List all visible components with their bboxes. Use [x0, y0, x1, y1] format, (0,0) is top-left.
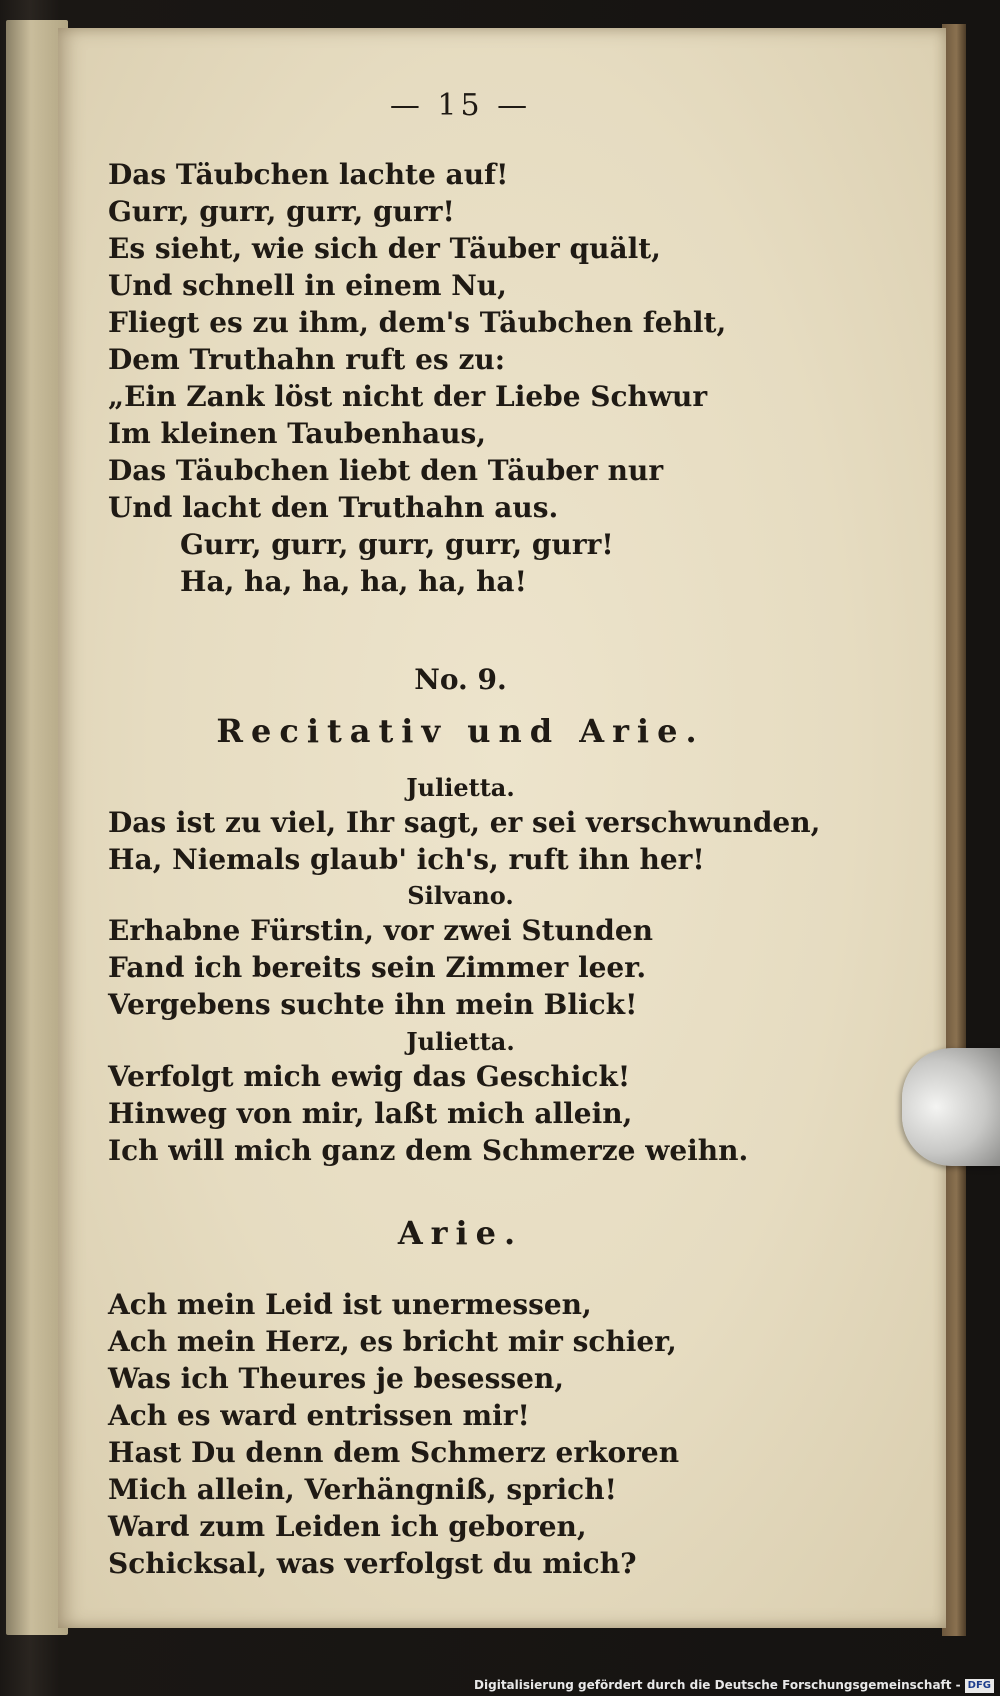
verse-line: Ach mein Herz, es bricht mir schier, [108, 1325, 677, 1358]
verse-line: Fand ich bereits sein Zimmer leer. [108, 951, 647, 984]
verse-line: Ha, Niemals glaub' ich's, ruft ihn her! [108, 843, 705, 876]
verse-line: Das Täubchen liebt den Täuber nur [108, 454, 664, 487]
verse-line: Dem Truthahn ruft es zu: [108, 343, 506, 376]
page-content [108, 86, 928, 1606]
verse-line: Vergebens suchte ihn mein Blick! [108, 988, 638, 1021]
verse-line: Und schnell in einem Nu, [108, 269, 507, 302]
verse-line: Fliegt es zu ihm, dem's Täubchen fehlt, [108, 306, 727, 339]
verse-line: Das Täubchen lachte auf! [108, 158, 509, 191]
verse-line: Erhabne Fürstin, vor zwei Stunden [108, 914, 654, 947]
verse-line: Gurr, gurr, gurr, gurr! [108, 195, 455, 228]
verse-line: Und lacht den Truthahn aus. [108, 491, 559, 524]
speaker-name: Julietta. [406, 1027, 515, 1056]
verse-line: Was ich Theures je besessen, [108, 1362, 565, 1395]
digitization-credit [474, 1675, 994, 1695]
verse-line: Es sieht, wie sich der Täuber quält, [108, 232, 661, 265]
credit-text: Digitalisierung gefördert durch die Deutsche Forschungsgemeinschaft - [474, 1678, 961, 1692]
verse-line: Ach es ward entrissen mir! [108, 1399, 530, 1432]
verse-line: Ward zum Leiden ich geboren, [108, 1510, 587, 1543]
number-heading: No. 9. [414, 663, 507, 696]
verse-line: Hast Du denn dem Schmerz erkoren [108, 1436, 680, 1469]
verse-line: Ich will mich ganz dem Schmerze weihn. [108, 1134, 749, 1167]
verse-line: Das ist zu viel, Ihr sagt, er sei verschwunden, [108, 806, 821, 839]
dialogue-lines [108, 1058, 928, 1169]
verse-line: „Ein Zank löst nicht der Liebe Schwur [108, 380, 708, 413]
page-number: — 15 — [389, 88, 532, 123]
section-title: Recitativ und Arie. [216, 712, 705, 750]
verse-line: Mich allein, Verhängniß, sprich! [108, 1473, 617, 1506]
dialogue-lines [108, 804, 928, 878]
verse-line: Schicksal, was verfolgst du mich? [108, 1547, 637, 1580]
verse-line: Ach mein Leid ist unermessen, [108, 1288, 592, 1321]
verse-line: Im kleinen Taubenhaus, [108, 417, 487, 450]
dfg-logo: DFG [965, 1679, 994, 1693]
speaker-name: Silvano. [407, 881, 514, 910]
refrain-line: Gurr, gurr, gurr, gurr, gurr! [180, 528, 614, 561]
aria-text [108, 1286, 928, 1582]
aria-heading: Arie. [397, 1214, 524, 1252]
verse-line: Hinweg von mir, laßt mich allein, [108, 1097, 633, 1130]
speaker-name: Julietta. [406, 773, 515, 802]
refrain-line: Ha, ha, ha, ha, ha, ha! [180, 565, 527, 598]
verse-line: Verfolgt mich ewig das Geschick! [108, 1060, 631, 1093]
dialogue-lines [108, 912, 928, 1023]
stanza-1 [108, 156, 928, 600]
